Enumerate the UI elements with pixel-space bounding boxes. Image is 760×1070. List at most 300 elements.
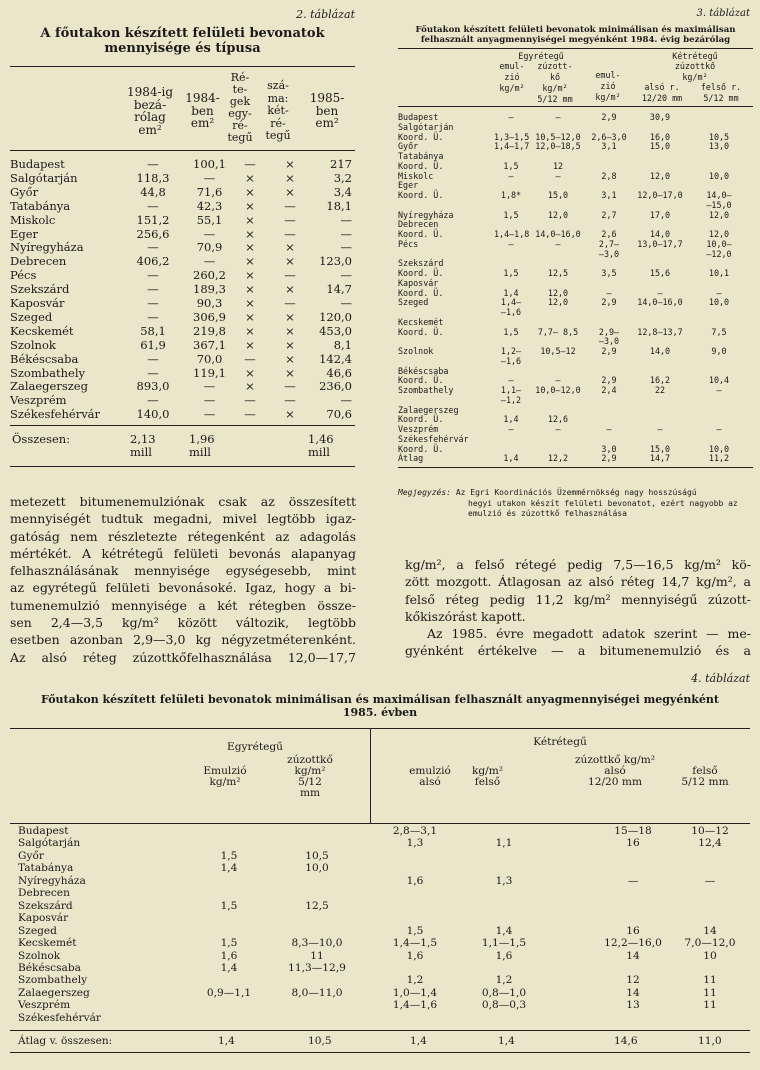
table-cell: 119,1 [193, 365, 226, 380]
row-label: Átlag [398, 453, 424, 464]
table-cell: 10—12 [691, 825, 729, 837]
table-cell: 12,6 [547, 414, 569, 425]
table-cell: × [245, 184, 255, 199]
table-cell: — [284, 212, 296, 227]
table-row [18, 901, 748, 912]
table-title: Főutakon készített felületi bevonatok minimálisan és maximálisan felhasznált anyagmennyiségei megyénként 1985. évben [40, 693, 720, 719]
table-cell: — [606, 424, 612, 434]
header-line: egy- [228, 107, 252, 120]
table-cell: — [606, 287, 612, 298]
table-cell: 14,0— [706, 190, 732, 200]
table-cell: 7,5 [711, 326, 727, 337]
table-row [10, 353, 350, 366]
table-cell: 236,0 [319, 379, 352, 394]
group-header-double: Kétrétegű [533, 736, 587, 748]
table-cell: × [285, 170, 295, 185]
row-label: Győr [398, 141, 419, 152]
table-cell: 11,2 [708, 453, 730, 464]
table-cell: 12 [626, 974, 640, 987]
text-line: mértékét. A kétrétegű felületi bevonás alapanyag [10, 545, 356, 561]
row-label: Koord. Ü. [398, 268, 444, 278]
table-cell: — [244, 157, 256, 171]
table-cell: × [245, 212, 255, 227]
table-row [398, 317, 753, 327]
table-row [18, 851, 748, 862]
table-row [398, 336, 753, 346]
table-cell: 12,0—17,0 [637, 190, 683, 200]
table-cell: 1,5 [220, 937, 238, 950]
table-cell: 16,2 [649, 375, 671, 386]
table-number: 3. táblázat [696, 8, 750, 19]
row-label: Zalaegerszeg [10, 379, 88, 394]
row-label: Kecskemét [18, 937, 77, 950]
column-header [692, 82, 750, 104]
table-cell: 2,9 [601, 346, 617, 356]
row-label: Kaposvár [18, 912, 69, 925]
table-cell: 2,8—3,1 [392, 825, 438, 837]
table-cell: 10 [703, 949, 717, 962]
text-line: zött mozgott. Átlagosan az alsó réteg 14,7 kg/m², a [405, 574, 751, 590]
row-label: Székesfehérvár [398, 433, 469, 444]
table-cell: 70,6 [326, 407, 352, 422]
header-line: kg/m² [595, 92, 621, 102]
table-cell: — [704, 874, 716, 887]
table-row [398, 307, 753, 317]
table-cell: 14 [626, 986, 640, 999]
header-line: bezá- [133, 97, 167, 112]
table-cell: 10,0— [706, 238, 732, 249]
table-cell: 12,5 [547, 268, 569, 278]
table-total-row: Átlag v. összesen: 1,4 10,5 1,4 1,4 14,6 11,0 [18, 1035, 722, 1047]
header-line: Emulzió [203, 765, 247, 777]
table-cell: 11,3—12,9 [288, 961, 346, 974]
table-row [398, 453, 753, 463]
row-label: Szekszárd [10, 282, 70, 297]
header-line: emulzió [409, 765, 451, 777]
table-row [10, 158, 350, 171]
column-header [632, 82, 692, 104]
row-label: Koord. Ü. [398, 287, 444, 298]
table-row [398, 414, 753, 424]
table-row [398, 288, 753, 298]
row-label: Budapest [10, 157, 65, 171]
table-cell: 1,2 [495, 974, 513, 987]
table-cell: 12,0 [547, 297, 569, 308]
row-label: Salgótarján [18, 837, 81, 850]
table-cell: — [147, 240, 159, 255]
table-cell: 2,9 [601, 375, 617, 386]
table-cell: — [627, 874, 639, 887]
table-row [398, 258, 753, 268]
table-cell: — [147, 296, 159, 310]
header-line: 1985- [309, 91, 345, 105]
table-cell: — [203, 254, 216, 269]
table-cell: 10,5 [708, 131, 730, 142]
table-cell: — [147, 351, 159, 366]
table-row [10, 228, 350, 241]
table-cell: 1,5 [503, 268, 519, 278]
table-cell: × [245, 282, 255, 297]
text-line: esetben azonban 2,9—3,0 kg négyzetméterenként. [10, 632, 356, 648]
table-row [10, 200, 350, 213]
text-line: kőkiszórást kapott. [405, 608, 526, 624]
table-row [10, 380, 350, 393]
text-line: sen 2,4—3,5 kg/m² között változik, legtöbb [10, 615, 356, 631]
header-line: em² [138, 122, 162, 137]
table-cell: 70,9 [196, 240, 223, 255]
row-label: Székesfehérvár [18, 1011, 101, 1024]
column-header [588, 70, 628, 103]
table-cell: 367,1 [193, 337, 226, 352]
table-total-row: Összesen: 2,13 mill 1,96 mill 1,46 mill [12, 432, 334, 459]
table-cell: 1,4 [220, 862, 238, 875]
table-row [398, 444, 753, 454]
table-row [18, 826, 748, 837]
table-cell: × [245, 226, 255, 241]
row-label: Debrecen [398, 219, 439, 230]
table-number: 2. táblázat [296, 8, 355, 21]
table-cell: 8,3—10,0 [291, 937, 343, 950]
table-cell: × [245, 254, 255, 269]
table-cell: 12,0 [708, 209, 730, 220]
table-cell: — [203, 226, 216, 241]
table-cell: 260,2 [193, 268, 226, 283]
column-header-group [640, 61, 750, 83]
table-title: A főutakon készített felületi bevonatok mennyisége és típusa [40, 26, 325, 56]
table-cell: × [245, 365, 255, 380]
body-paragraph-right [405, 556, 751, 660]
header-line: alsó [604, 765, 626, 777]
table-row [18, 863, 748, 874]
header-line: kg/m² [682, 72, 708, 82]
table-cell: 71,6 [196, 184, 223, 199]
table-cell: 3,5 [601, 268, 617, 278]
text-line: az egyrétegű felületi bevonásoké. Igaz, hogy a bi- [10, 580, 356, 596]
row-label: Koord. Ü. [398, 443, 444, 454]
table-cell: 142,4 [319, 351, 352, 366]
table-cell: 1,6 [406, 949, 424, 962]
row-label: Tatabánya [10, 198, 71, 213]
table-cell: 14,7 [649, 453, 671, 464]
table-cell: — [203, 393, 216, 408]
table-cell: — [284, 268, 296, 283]
table-cell: — [284, 296, 296, 310]
row-label: Szolnok [18, 949, 61, 962]
table-row [10, 214, 350, 227]
table-cell: 9,0 [711, 346, 727, 356]
table-cell: 1,2— [500, 346, 522, 356]
table-row [18, 963, 748, 974]
header-line: emul- [499, 61, 525, 71]
table-cell: 219,8 [193, 323, 226, 338]
table-row [10, 297, 350, 310]
row-label: Szombathely [10, 365, 85, 380]
header-line: alsó [419, 776, 441, 788]
table-row [18, 938, 748, 949]
row-label: Koord. Ü. [398, 414, 444, 425]
table-cell: 1,6 [495, 949, 513, 962]
table-cell: 12,5 [305, 899, 329, 912]
text-line: gatóság nem részletezte rétegenként az adagolás [10, 528, 356, 544]
column-header [400, 766, 460, 788]
table-cell: 2,9— [598, 326, 620, 337]
table-cell: 3,1 [601, 190, 617, 200]
header-line: te- [232, 83, 248, 96]
table-cell: — [555, 424, 561, 434]
row-label: Nyíregyháza [398, 209, 454, 220]
table-cell: 15,0 [649, 443, 671, 454]
table-cell: × [285, 240, 295, 255]
table-cell: — [340, 268, 352, 283]
table-row [398, 161, 753, 171]
table-cell: 12,4 [698, 837, 722, 850]
table-row [398, 151, 753, 161]
table-cell: 7,7— 8,5 [537, 326, 579, 337]
table-cell: 3,0 [601, 443, 617, 454]
row-label: Koord. Ü. [398, 326, 444, 337]
header-line: felső [474, 776, 501, 788]
table-row [398, 366, 753, 376]
table-cell: — [657, 424, 663, 434]
header-line: zió [504, 72, 520, 82]
row-label: Zalaegerszeg [398, 404, 459, 415]
table-cell: 16 [626, 837, 640, 850]
table-number: 4. táblázat [691, 672, 750, 685]
row-label: Tatabánya [18, 862, 74, 875]
table-cell: 3,2 [333, 170, 352, 185]
header-line: 5/12 mm [537, 94, 573, 104]
row-label: Szekszárd [18, 899, 73, 912]
table-cell: — [716, 287, 722, 298]
table-cell: 44,8 [140, 184, 166, 199]
header-line: felső [692, 765, 718, 777]
row-label: Szolnok [10, 337, 56, 352]
table-cell: 14,0—16,0 [535, 229, 581, 239]
table-cell: 1,3 [406, 837, 424, 850]
table-cell: 13,0—17,7 [637, 238, 683, 249]
table-row [10, 325, 350, 338]
table-cell: 10,5 [305, 849, 329, 862]
table-cell: 0,8—1,0 [481, 986, 527, 999]
table-cell: 14,0 [649, 229, 671, 239]
table-cell: 10,5—12 [540, 346, 576, 356]
table-cell: 1,1— [500, 385, 522, 395]
table-row [398, 385, 753, 395]
header-line: felső r. [700, 82, 742, 92]
table-cell: 12,0 [708, 229, 730, 239]
table-cell: 1,1 [495, 837, 513, 850]
row-label: Tatabánya [398, 151, 444, 161]
table-row [10, 408, 350, 421]
header-line: Ré- [230, 71, 250, 84]
header-line: 1984-ig [126, 85, 174, 99]
column-header [180, 92, 225, 130]
table-row [398, 112, 753, 122]
table-cell: 14,7 [326, 282, 352, 297]
table-cell: 10,4 [708, 375, 730, 386]
table-cell: × [285, 407, 295, 422]
header-line: em² [315, 116, 339, 130]
table-cell: 893,0 [136, 379, 170, 394]
table-cell: 1,4—1,5 [392, 937, 438, 950]
table-row [18, 1013, 748, 1024]
header-line: ré- [270, 116, 286, 130]
table-row [398, 327, 753, 337]
table-cell: 306,9 [193, 309, 226, 324]
row-label: Budapest [18, 825, 69, 837]
table-cell: — [203, 170, 216, 185]
table-cell: × [285, 157, 295, 171]
table-cell: × [245, 379, 255, 394]
header-line: zúzottkő [287, 754, 333, 766]
table-cell: — [284, 226, 296, 241]
table-cell: 12,0 [547, 287, 569, 298]
table-cell: 46,6 [326, 365, 352, 380]
table-cell: 8,0—11,0 [291, 986, 343, 999]
table-cell: 15,6 [649, 268, 671, 278]
row-label: Szolnok [398, 346, 434, 356]
table-cell: 15,0 [649, 141, 671, 152]
table-cell: 14,0—16,0 [637, 297, 683, 308]
table-row [398, 434, 753, 444]
table-row [10, 255, 350, 268]
table-row [398, 268, 753, 278]
table-cell: 1,6 [406, 874, 424, 887]
table-cell: —15,0 [706, 199, 732, 210]
table-cell: — [147, 365, 159, 380]
table-cell: — [340, 212, 352, 227]
table-cell: 1,4—1,6 [392, 999, 438, 1012]
table-cell: —3,0 [598, 336, 620, 347]
header-line: ben [315, 103, 339, 118]
table-row [398, 375, 753, 385]
row-label: Pécs [10, 268, 37, 283]
row-label: Kecskemét [10, 323, 74, 338]
row-label: Miskolc [10, 212, 56, 227]
column-header [190, 766, 260, 788]
row-label: Nyíregyháza [10, 240, 84, 255]
header-line: kő [549, 72, 561, 82]
table-cell: 10,0 [305, 862, 329, 875]
table-cell: 13,0 [708, 141, 730, 152]
row-label: Veszprém [18, 999, 71, 1012]
table-row [18, 838, 748, 849]
table-cell: 17,0 [649, 209, 671, 220]
row-label: Eger [10, 226, 39, 241]
table-row [398, 424, 753, 434]
table-row [398, 346, 753, 356]
table-cell: 1,4—1,8 [494, 229, 530, 239]
table-cell: — [340, 393, 352, 408]
table-cell: 58,1 [140, 323, 166, 338]
header-line: em² [190, 116, 215, 130]
body-paragraph-left [10, 493, 356, 666]
table-cell: × [245, 337, 255, 352]
row-label: Veszprém [10, 393, 67, 408]
table-cell: 1,3 [495, 874, 513, 887]
table-cell: — [508, 424, 514, 434]
row-label: Szeged [10, 309, 53, 324]
table-row [398, 132, 753, 142]
table-cell: 12 [552, 160, 564, 171]
table-cell: × [285, 365, 295, 380]
table-cell: 90,3 [196, 296, 223, 310]
table-cell: 7,0—12,0 [684, 937, 736, 950]
table-row [398, 190, 753, 200]
table-cell: 140,0 [136, 407, 170, 422]
row-label: Debrecen [18, 887, 70, 900]
table-cell: 11 [310, 949, 324, 962]
table-cell: 406,2 [136, 254, 170, 269]
header-line: gek [229, 95, 251, 108]
text-line: Az 1985. évre megadott adatok szerint — me- [427, 626, 751, 642]
table-cell: 12,0—18,5 [535, 141, 581, 152]
table-cell: × [245, 323, 255, 338]
table-note: Megjegyzés: Az Egri Koordinációs Üzemmérnökség nagy hosszúságú hegyi utakon készít felületi bevonatot, ezért nagyobb az emulzió és zúzottkő felhasználása [398, 488, 738, 518]
table-cell: — [555, 375, 561, 386]
table-row [18, 926, 748, 937]
table-cell: 12,2 [547, 453, 569, 464]
table-cell: 12,0 [649, 170, 671, 181]
table-cell: 10,1 [708, 268, 730, 278]
table-cell: — [284, 379, 296, 394]
table-cell: — [244, 407, 256, 422]
table-cell: — [340, 240, 352, 255]
column-header [270, 755, 350, 799]
table-title: Főutakon készített felületi bevonatok minimálisan és maximálisan felhasznált anyagmennyiségei megyénként 1984. évig bezárólag [415, 25, 736, 45]
table-cell: —3,0 [598, 248, 620, 259]
header-line: ré- [232, 119, 248, 132]
row-label: Budapest [398, 112, 439, 122]
table-cell: 2,9 [601, 297, 617, 308]
table-row [398, 219, 753, 229]
table-row [398, 180, 753, 190]
table-row [398, 395, 753, 405]
column-header [530, 61, 580, 105]
table-cell: 0,8—0,3 [481, 999, 527, 1012]
column-header [226, 72, 254, 144]
table-cell: 1,5 [503, 209, 519, 220]
table-cell: 11 [703, 974, 717, 987]
text-line: kg/m², a felső rétegé pedig 7,5—16,5 kg/m² kö- [405, 557, 751, 572]
table-cell: 2,4 [601, 385, 617, 395]
table-cell: 12,8—13,7 [637, 326, 683, 337]
table-row [398, 405, 753, 415]
table-row [10, 186, 350, 199]
row-label: Győr [10, 184, 39, 199]
table-cell: 120,0 [319, 309, 352, 324]
table-cell: 14,0 [649, 346, 671, 356]
table-row [18, 975, 748, 986]
header-line: szá- [267, 79, 289, 92]
table-row [18, 888, 748, 899]
table-cell: 2,9 [601, 112, 617, 122]
row-label: Békéscsaba [398, 365, 449, 376]
table-cell: — [203, 407, 216, 422]
header-line: 12/20 mm [641, 93, 683, 103]
table-cell: × [285, 254, 295, 269]
table-row [18, 988, 748, 999]
row-label: Szeged [398, 297, 429, 308]
table-cell: × [285, 309, 295, 324]
row-label: Nyíregyháza [18, 874, 86, 887]
table-cell: — [508, 112, 514, 122]
table-cell: 10,0 [708, 297, 730, 308]
header-line: 5/12 mm [703, 93, 739, 103]
table-cell: 1,8* [500, 190, 522, 200]
table-cell: — [555, 170, 561, 181]
table-cell: 12,2—16,0 [604, 937, 662, 950]
